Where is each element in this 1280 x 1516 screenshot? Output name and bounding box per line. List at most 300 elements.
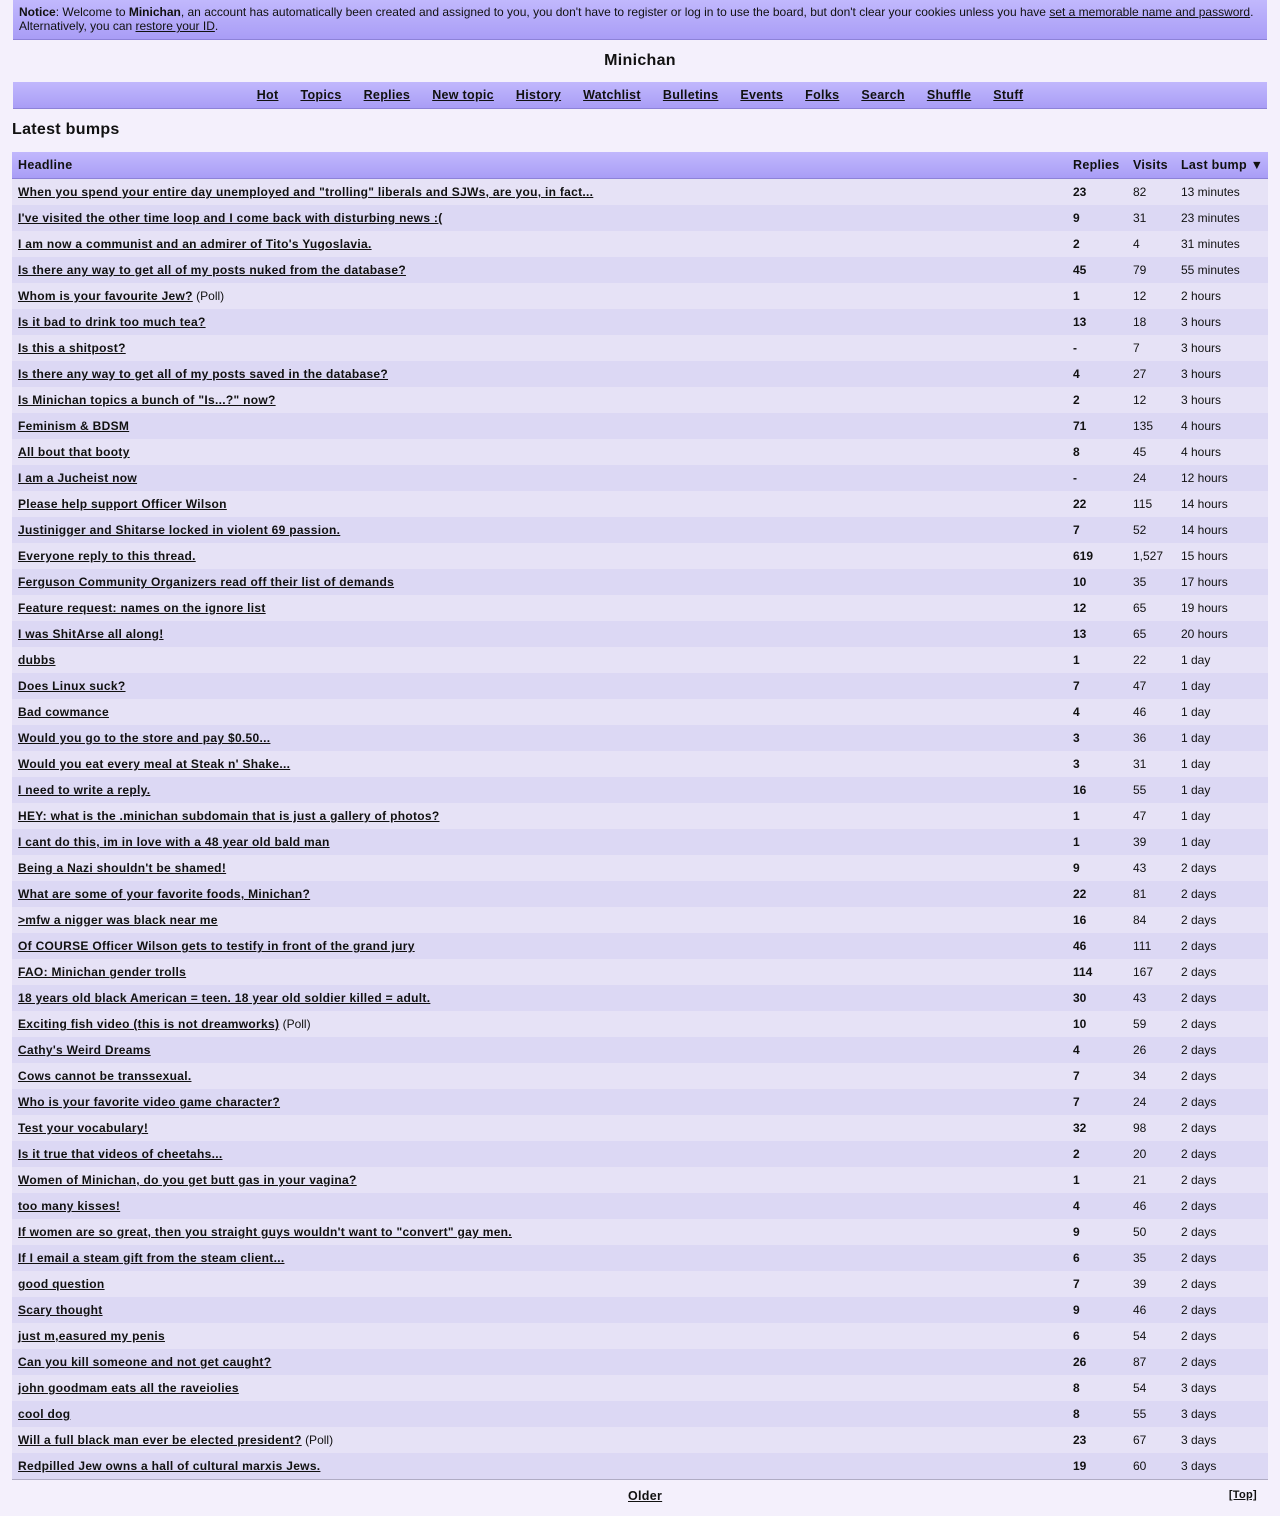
table-row [12, 1401, 1268, 1427]
headline-cell [12, 257, 1067, 283]
headline-cell [12, 803, 1067, 829]
headline-cell [12, 1323, 1067, 1349]
page-title: Latest bumps [12, 121, 120, 138]
nav-shuffle[interactable]: Shuffle [926, 88, 972, 102]
headline-cell [12, 1037, 1067, 1063]
headline-cell [12, 1063, 1067, 1089]
column-header-headline[interactable]: Headline [12, 152, 1067, 179]
headline-cell [12, 439, 1067, 465]
column-header-visits[interactable]: Visits [1127, 152, 1175, 179]
last-bump-cell: 2 days [1175, 1037, 1268, 1063]
last-bump-cell: 2 days [1175, 1063, 1268, 1089]
visits-cell: 84 [1127, 907, 1175, 933]
headline-cell [12, 335, 1067, 361]
last-bump-cell: 3 days [1175, 1453, 1268, 1480]
table-row [12, 257, 1268, 283]
topic-link[interactable]: When you spend your entire day unemployed and "trolling" liberals and SJWs, are you, in fact... [18, 185, 594, 199]
last-bump-cell: 2 days [1175, 1245, 1268, 1271]
visits-cell: 7 [1127, 335, 1175, 361]
topic-link[interactable]: Women of Minichan, do you get butt gas in your vagina? [18, 1173, 357, 1187]
replies-cell: 10 [1067, 569, 1127, 595]
table-row [12, 1323, 1268, 1349]
topic-link[interactable]: I need to write a reply. [18, 783, 151, 797]
table-row [12, 1219, 1268, 1245]
replies-cell: 8 [1067, 439, 1127, 465]
last-bump-cell: 2 days [1175, 1297, 1268, 1323]
headline-cell [12, 1453, 1067, 1480]
last-bump-cell: 19 hours [1175, 595, 1268, 621]
topic-link[interactable]: Is there any way to get all of my posts nuked from the database? [18, 263, 406, 277]
topic-link[interactable]: dubbs [18, 653, 56, 667]
topic-link[interactable]: good question [18, 1277, 105, 1291]
visits-cell: 47 [1127, 803, 1175, 829]
last-bump-cell: 2 days [1175, 881, 1268, 907]
last-bump-cell: 3 hours [1175, 361, 1268, 387]
last-bump-cell: 1 day [1175, 647, 1268, 673]
older-link[interactable]: Older [628, 1489, 663, 1503]
replies-cell: 9 [1067, 205, 1127, 231]
last-bump-cell: 3 days [1175, 1401, 1268, 1427]
nav-events[interactable]: Events [740, 88, 784, 102]
last-bump-cell: 23 minutes [1175, 205, 1268, 231]
nav-stuff[interactable]: Stuff [993, 88, 1024, 102]
headline-cell [12, 1245, 1067, 1271]
last-bump-cell: 2 days [1175, 1011, 1268, 1037]
replies-cell: 13 [1067, 621, 1127, 647]
headline-cell [12, 517, 1067, 543]
visits-cell: 115 [1127, 491, 1175, 517]
last-bump-cell: 3 hours [1175, 309, 1268, 335]
notice-label: Notice [19, 5, 56, 19]
last-bump-cell: 2 days [1175, 1089, 1268, 1115]
notice-text: . [214, 19, 219, 33]
visits-cell: 67 [1127, 1427, 1175, 1453]
site-title: Minichan [604, 52, 676, 69]
table-row [12, 1011, 1268, 1037]
headline-cell [12, 569, 1067, 595]
table-row [12, 569, 1268, 595]
visits-cell: 12 [1127, 387, 1175, 413]
topic-link[interactable]: Justinigger and Shitarse locked in violent 69 passion. [18, 523, 341, 537]
poll-tag: (Poll) [196, 289, 225, 303]
table-row [12, 335, 1268, 361]
topic-link[interactable]: Whom is your favourite Jew? [18, 289, 193, 303]
visits-cell: 24 [1127, 1089, 1175, 1115]
replies-cell: 4 [1067, 1193, 1127, 1219]
topic-link[interactable]: HEY: what is the .minichan subdomain that is just a gallery of photos? [18, 809, 440, 823]
main-nav [13, 82, 1267, 109]
table-row [12, 699, 1268, 725]
table-row [12, 205, 1268, 231]
headline-cell [12, 907, 1067, 933]
table-row [12, 1141, 1268, 1167]
replies-cell: 23 [1067, 1427, 1127, 1453]
table-row [12, 1375, 1268, 1401]
table-row [12, 387, 1268, 413]
headline-cell [12, 621, 1067, 647]
visits-cell: 167 [1127, 959, 1175, 985]
nav-bulletins[interactable]: Bulletins [662, 88, 719, 102]
table-row [12, 1245, 1268, 1271]
table-row [12, 1089, 1268, 1115]
last-bump-cell: 2 days [1175, 933, 1268, 959]
topic-link[interactable]: Cathy's Weird Dreams [18, 1043, 151, 1057]
set-name-password-link[interactable]: set a memorable name and password [1049, 5, 1251, 19]
visits-cell: 12 [1127, 283, 1175, 309]
topic-link[interactable]: Scary thought [18, 1303, 103, 1317]
headline-cell [12, 1349, 1067, 1375]
topic-link[interactable]: 18 years old black American = teen. 18 year old soldier killed = adult. [18, 991, 431, 1005]
topic-link[interactable]: just m,easured my penis [18, 1329, 165, 1343]
last-bump-cell: 1 day [1175, 699, 1268, 725]
visits-cell: 46 [1127, 699, 1175, 725]
last-bump-cell: 2 days [1175, 1141, 1268, 1167]
topic-link[interactable]: If I email a steam gift from the steam client... [18, 1251, 285, 1265]
replies-cell: 1 [1067, 829, 1127, 855]
table-header-row [12, 152, 1268, 179]
table-row [12, 803, 1268, 829]
last-bump-cell: 2 days [1175, 1271, 1268, 1297]
visits-cell: 20 [1127, 1141, 1175, 1167]
topic-link[interactable]: Is it true that videos of cheetahs... [18, 1147, 223, 1161]
topic-link[interactable]: Please help support Officer Wilson [18, 497, 227, 511]
table-row [12, 1167, 1268, 1193]
table-row [12, 439, 1268, 465]
replies-cell: 3 [1067, 751, 1127, 777]
visits-cell: 21 [1127, 1167, 1175, 1193]
visits-cell: 31 [1127, 751, 1175, 777]
visits-cell: 81 [1127, 881, 1175, 907]
topic-link[interactable]: Of COURSE Officer Wilson gets to testify in front of the grand jury [18, 939, 415, 953]
topic-link[interactable]: Who is your favorite video game character? [18, 1095, 281, 1109]
nav-hot[interactable]: Hot [256, 88, 279, 102]
headline-cell [12, 881, 1067, 907]
last-bump-cell: 2 days [1175, 855, 1268, 881]
replies-cell: 6 [1067, 1245, 1127, 1271]
headline-cell [12, 205, 1067, 231]
topic-link[interactable]: What are some of your favorite foods, Minichan? [18, 887, 311, 901]
visits-cell: 22 [1127, 647, 1175, 673]
visits-cell: 46 [1127, 1297, 1175, 1323]
replies-cell: 2 [1067, 231, 1127, 257]
topic-link[interactable]: Bad cowmance [18, 705, 109, 719]
last-bump-cell: 1 day [1175, 751, 1268, 777]
replies-cell: 12 [1067, 595, 1127, 621]
table-row [12, 985, 1268, 1011]
replies-cell: 7 [1067, 1089, 1127, 1115]
headline-cell [12, 1115, 1067, 1141]
replies-cell: 9 [1067, 855, 1127, 881]
topic-link[interactable]: too many kisses! [18, 1199, 121, 1213]
headline-cell [12, 751, 1067, 777]
last-bump-cell: 2 hours [1175, 283, 1268, 309]
headline-cell [12, 283, 1067, 309]
nav-search[interactable]: Search [861, 88, 905, 102]
last-bump-cell: 2 days [1175, 907, 1268, 933]
replies-cell: 19 [1067, 1453, 1127, 1480]
last-bump-cell: 1 day [1175, 829, 1268, 855]
last-bump-cell: 3 days [1175, 1427, 1268, 1453]
headline-cell [12, 1011, 1067, 1037]
visits-cell: 60 [1127, 1453, 1175, 1480]
last-bump-cell: 14 hours [1175, 517, 1268, 543]
visits-cell: 34 [1127, 1063, 1175, 1089]
footer [0, 1489, 1280, 1505]
visits-cell: 1,527 [1127, 543, 1175, 569]
replies-cell: 7 [1067, 1063, 1127, 1089]
last-bump-cell: 2 days [1175, 959, 1268, 985]
visits-cell: 43 [1127, 855, 1175, 881]
nav-new-topic[interactable]: New topic [432, 88, 494, 102]
headline-cell [12, 855, 1067, 881]
last-bump-cell: 2 days [1175, 1323, 1268, 1349]
visits-cell: 65 [1127, 621, 1175, 647]
topic-link[interactable]: Test your vocabulary! [18, 1121, 149, 1135]
headline-cell [12, 985, 1067, 1011]
visits-cell: 79 [1127, 257, 1175, 283]
poll-tag: (Poll) [282, 1017, 311, 1031]
replies-cell: 7 [1067, 673, 1127, 699]
headline-cell [12, 829, 1067, 855]
headline-cell [12, 387, 1067, 413]
replies-cell: 4 [1067, 1037, 1127, 1063]
last-bump-cell: 2 days [1175, 1349, 1268, 1375]
last-bump-cell: 13 minutes [1175, 179, 1268, 206]
topic-link[interactable]: Cows cannot be transsexual. [18, 1069, 192, 1083]
replies-cell: 8 [1067, 1401, 1127, 1427]
table-row [12, 595, 1268, 621]
replies-cell: 13 [1067, 309, 1127, 335]
topic-link[interactable]: john goodmam eats all the raveiolies [18, 1381, 239, 1395]
replies-cell: 1 [1067, 647, 1127, 673]
notice-text: . Alternatively, you can [19, 5, 1254, 33]
notice-text: , an account has automatically been created and assigned to you, you don't have to register or log in to use the board, but don't clear your cookies unless you have [180, 5, 1050, 19]
visits-cell: 135 [1127, 413, 1175, 439]
restore-id-link[interactable]: restore your ID [135, 19, 215, 33]
last-bump-cell: 1 day [1175, 777, 1268, 803]
last-bump-cell: 2 days [1175, 1115, 1268, 1141]
visits-cell: 47 [1127, 673, 1175, 699]
table-row [12, 855, 1268, 881]
replies-cell: 46 [1067, 933, 1127, 959]
last-bump-cell: 15 hours [1175, 543, 1268, 569]
topic-link[interactable]: >mfw a nigger was black near me [18, 913, 218, 927]
table-row [12, 1115, 1268, 1141]
headline-cell [12, 699, 1067, 725]
poll-tag: (Poll) [305, 1433, 334, 1447]
last-bump-cell: 2 days [1175, 1193, 1268, 1219]
topic-link[interactable]: I cant do this, im in love with a 48 year old bald man [18, 835, 330, 849]
topic-link[interactable]: Is there any way to get all of my posts saved in the database? [18, 367, 389, 381]
topic-link[interactable]: Is Minichan topics a bunch of "Is...?" now? [18, 393, 276, 407]
table-row [12, 1037, 1268, 1063]
last-bump-cell: 14 hours [1175, 491, 1268, 517]
replies-cell: 2 [1067, 1141, 1127, 1167]
nav-history[interactable]: History [515, 88, 562, 102]
replies-cell: 32 [1067, 1115, 1127, 1141]
table-row [12, 1297, 1268, 1323]
topic-link[interactable]: Is this a shitpost? [18, 341, 126, 355]
topic-link[interactable]: FAO: Minichan gender trolls [18, 965, 187, 979]
replies-cell: 23 [1067, 179, 1127, 206]
headline-cell [12, 1167, 1067, 1193]
table-row [12, 517, 1268, 543]
visits-cell: 82 [1127, 179, 1175, 206]
table-row [12, 465, 1268, 491]
visits-cell: 35 [1127, 1245, 1175, 1271]
table-row [12, 1349, 1268, 1375]
topic-link[interactable]: I am a Jucheist now [18, 471, 138, 485]
topic-link[interactable]: I've visited the other time loop and I come back with disturbing news :( [18, 211, 443, 225]
visits-cell: 36 [1127, 725, 1175, 751]
table-row [12, 283, 1268, 309]
last-bump-cell: 3 hours [1175, 335, 1268, 361]
headline-cell [12, 595, 1067, 621]
visits-cell: 45 [1127, 439, 1175, 465]
headline-cell [12, 1297, 1067, 1323]
topic-link[interactable]: I am now a communist and an admirer of Tito's Yugoslavia. [18, 237, 372, 251]
replies-cell: 22 [1067, 881, 1127, 907]
headline-cell [12, 309, 1067, 335]
table-row [12, 907, 1268, 933]
nav-watchlist[interactable]: Watchlist [583, 88, 641, 102]
notice-banner [13, 0, 1267, 40]
replies-cell: 16 [1067, 907, 1127, 933]
topic-link[interactable]: Would you go to the store and pay $0.50... [18, 731, 271, 745]
replies-cell: 1 [1067, 803, 1127, 829]
visits-cell: 43 [1127, 985, 1175, 1011]
headline-cell [12, 361, 1067, 387]
table-row [12, 829, 1268, 855]
topic-link[interactable]: All bout that booty [18, 445, 130, 459]
visits-cell: 24 [1127, 465, 1175, 491]
headline-cell [12, 1401, 1067, 1427]
table-row [12, 725, 1268, 751]
headline-cell [12, 725, 1067, 751]
table-row [12, 309, 1268, 335]
table-row [12, 1193, 1268, 1219]
top-link[interactable]: [Top] [1228, 1489, 1257, 1501]
topic-link[interactable]: Exciting fish video (this is not dreamworks) [18, 1017, 280, 1031]
visits-cell: 55 [1127, 777, 1175, 803]
table-row [12, 647, 1268, 673]
visits-cell: 59 [1127, 1011, 1175, 1037]
last-bump-cell: 3 hours [1175, 387, 1268, 413]
replies-cell: 4 [1067, 361, 1127, 387]
last-bump-cell: 2 days [1175, 1219, 1268, 1245]
topic-link[interactable]: Is it bad to drink too much tea? [18, 315, 206, 329]
replies-cell: 9 [1067, 1297, 1127, 1323]
headline-cell [12, 1193, 1067, 1219]
table-row [12, 413, 1268, 439]
replies-cell: 6 [1067, 1323, 1127, 1349]
replies-cell: 45 [1067, 257, 1127, 283]
headline-cell [12, 543, 1067, 569]
replies-cell: 16 [1067, 777, 1127, 803]
column-header-replies[interactable]: Replies [1067, 152, 1127, 179]
topic-link[interactable]: Feminism & BDSM [18, 419, 130, 433]
visits-cell: 39 [1127, 829, 1175, 855]
nav-folks[interactable]: Folks [805, 88, 840, 102]
table-row [12, 751, 1268, 777]
replies-cell: 619 [1067, 543, 1127, 569]
last-bump-cell: 3 days [1175, 1375, 1268, 1401]
notice-text: : Welcome to [55, 5, 129, 19]
visits-cell: 54 [1127, 1323, 1175, 1349]
replies-cell: 8 [1067, 1375, 1127, 1401]
last-bump-cell: 1 day [1175, 673, 1268, 699]
headline-cell [12, 231, 1067, 257]
visits-cell: 31 [1127, 205, 1175, 231]
topic-link[interactable]: If women are so great, then you straight guys wouldn't want to "convert" gay men. [18, 1225, 512, 1239]
visits-cell: 46 [1127, 1193, 1175, 1219]
table-row [12, 179, 1268, 206]
visits-cell: 4 [1127, 231, 1175, 257]
column-header-last-bump[interactable]: Last bump ▼ [1175, 152, 1268, 179]
topic-link[interactable]: Everyone reply to this thread. [18, 549, 196, 563]
replies-cell: 71 [1067, 413, 1127, 439]
headline-cell [12, 1375, 1067, 1401]
topic-link[interactable]: cool dog [18, 1407, 71, 1421]
visits-cell: 35 [1127, 569, 1175, 595]
replies-cell: 2 [1067, 387, 1127, 413]
topic-link[interactable]: Can you kill someone and not get caught? [18, 1355, 272, 1369]
nav-topics[interactable]: Topics [300, 88, 342, 102]
visits-cell: 39 [1127, 1271, 1175, 1297]
table-row [12, 1427, 1268, 1453]
visits-cell: 65 [1127, 595, 1175, 621]
headline-cell [12, 777, 1067, 803]
visits-cell: 98 [1127, 1115, 1175, 1141]
replies-cell: - [1067, 465, 1127, 491]
topic-link[interactable]: Does Linux suck? [18, 679, 126, 693]
visits-cell: 55 [1127, 1401, 1175, 1427]
last-bump-cell: 55 minutes [1175, 257, 1268, 283]
topic-link[interactable]: Would you eat every meal at Steak n' Shake... [18, 757, 291, 771]
last-bump-cell: 4 hours [1175, 439, 1268, 465]
visits-cell: 52 [1127, 517, 1175, 543]
replies-cell: 9 [1067, 1219, 1127, 1245]
topic-link[interactable]: Being a Nazi shouldn't be shamed! [18, 861, 227, 875]
last-bump-cell: 4 hours [1175, 413, 1268, 439]
table-row [12, 777, 1268, 803]
table-row [12, 231, 1268, 257]
replies-cell: 4 [1067, 699, 1127, 725]
topic-link[interactable]: Will a full black man ever be elected president? [18, 1433, 302, 1447]
topic-link[interactable]: Ferguson Community Organizers read off their list of demands [18, 575, 395, 589]
last-bump-cell: 31 minutes [1175, 231, 1268, 257]
headline-cell [12, 1141, 1067, 1167]
visits-cell: 111 [1127, 933, 1175, 959]
replies-cell: 7 [1067, 517, 1127, 543]
topic-link[interactable]: Feature request: names on the ignore list [18, 601, 266, 615]
table-row [12, 959, 1268, 985]
last-bump-cell: 20 hours [1175, 621, 1268, 647]
topic-link[interactable]: I was ShitArse all along! [18, 627, 164, 641]
table-row [12, 361, 1268, 387]
replies-cell: 22 [1067, 491, 1127, 517]
table-row [12, 881, 1268, 907]
last-bump-cell: 12 hours [1175, 465, 1268, 491]
replies-cell: 1 [1067, 283, 1127, 309]
table-row [12, 491, 1268, 517]
visits-cell: 54 [1127, 1375, 1175, 1401]
nav-replies[interactable]: Replies [363, 88, 411, 102]
headline-cell [12, 465, 1067, 491]
topic-link[interactable]: Redpilled Jew owns a hall of cultural marxis Jews. [18, 1459, 321, 1473]
visits-cell: 27 [1127, 361, 1175, 387]
notice-site-name: Minichan [128, 5, 181, 19]
